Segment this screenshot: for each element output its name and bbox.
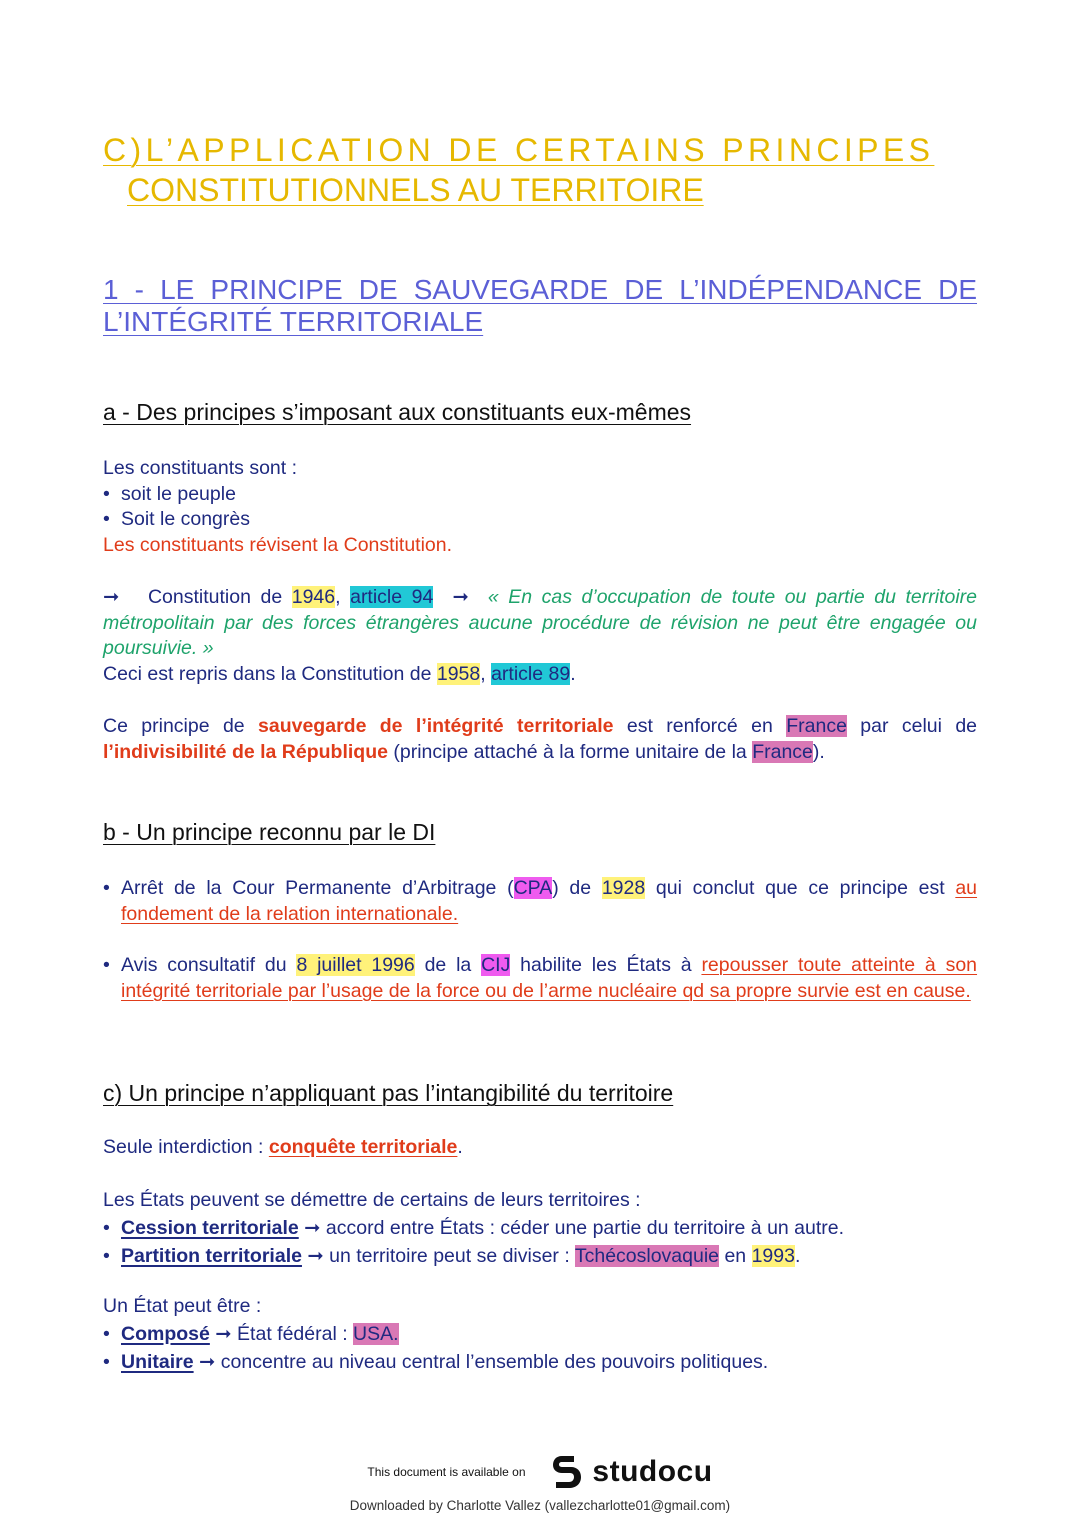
arrow-icon: ➞ bbox=[307, 1245, 324, 1267]
etat-types-block: Un État peut être : • Composé ➞ État fédéral : USA. • Unitaire ➞ concentre au niveau central l’ensemble des pouvoirs politiques. bbox=[103, 1292, 977, 1376]
year-highlight: 1928 bbox=[601, 877, 646, 899]
list-item: • Composé ➞ État fédéral : USA. bbox=[103, 1320, 977, 1348]
constitution-1946-paragraph: ➞ Constitution de 1946, article 94 ➞ « En cas d’occupation de toute ou partie du territoire métropolitain par des forces étrangères aucune procédure de révision ne peut être engagée ou poursuivie. » bbox=[103, 586, 978, 659]
list-item: • Unitaire ➞ concentre au niveau central l’ensemble des pouvoirs politiques. bbox=[103, 1348, 977, 1376]
arrow-icon: ➞ bbox=[199, 1351, 216, 1373]
constituants-intro: Les constituants sont : bbox=[103, 457, 298, 479]
arrow-icon: ➞ bbox=[215, 1323, 232, 1345]
chapter-title-line1: C)L’APPLICATION DE CERTAINS PRINCIPES bbox=[103, 132, 935, 168]
constitution-quote: « En cas d’occupation de toute ou partie du territoire métropolitain par des forces étrangères aucune procédure de révision ne peut être engagée ou poursuivie. » bbox=[103, 586, 978, 659]
territoires-block: Les États peuvent se démettre de certains de leurs territoires : • Cession territoriale ➞ accord entre États : céder une partie du territoire à un autre. • Partition territoriale ➞ un territoire peut se diviser : Tchécoslovaquie en 1993. bbox=[103, 1186, 977, 1270]
studocu-banner[interactable] bbox=[0, 1452, 1080, 1492]
list-item: • Partition territoriale ➞ un territoire peut se diviser : Tchécoslovaquie en 1993. bbox=[103, 1242, 977, 1270]
chapter-title bbox=[103, 130, 977, 210]
country-highlight: France bbox=[786, 715, 847, 737]
acronym-highlight: CPA bbox=[513, 877, 553, 899]
country-highlight: USA. bbox=[353, 1323, 399, 1345]
list-item: • Avis consultatif du 8 juillet 1996 de la CIJ habilite les États à repousser toute atteinte à son intégrité territoriale par l’usage de la force ou de l’arme nucléaire qd sa propre survie est en cause. bbox=[103, 953, 977, 1004]
article-highlight: article 89 bbox=[491, 663, 571, 685]
download-notice: Downloaded by Charlotte Vallez (vallezcharlotte01@gmail.com) bbox=[349, 1498, 731, 1513]
constitution-1958-line: Ceci est repris dans la Constitution de 1958, article 89. bbox=[103, 663, 576, 685]
seule-interdiction-line: Seule interdiction : conquête territoriale. bbox=[103, 1136, 463, 1158]
subheading-b: b - Un principe reconnu par le DI bbox=[103, 819, 436, 845]
year-highlight: 1946 bbox=[291, 586, 336, 608]
constituants-block bbox=[103, 456, 977, 558]
subheading-a: a - Des principes s’imposant aux constituants eux-mêmes bbox=[103, 399, 692, 425]
country-highlight: France bbox=[752, 740, 813, 763]
di-list bbox=[103, 876, 977, 1004]
subheading-c: c) Un principe n’appliquant pas l’intangibilité du territoire bbox=[103, 1080, 674, 1106]
studocu-logo-icon bbox=[548, 1452, 588, 1492]
list-item: • Arrêt de la Cour Permanente d’Arbitrage (CPA) de 1928 qui conclut que ce principe est au fondement de la relation internationale. bbox=[103, 876, 977, 927]
arrow-icon: ➞ bbox=[304, 1217, 321, 1239]
list-item: • soit le peuple bbox=[103, 482, 977, 508]
arrow-icon: ➞ bbox=[103, 586, 120, 608]
year-highlight: 1958 bbox=[436, 663, 481, 685]
article-highlight: article 94 bbox=[350, 586, 434, 608]
territoires-list bbox=[103, 1214, 977, 1270]
chapter-title-line2: CONSTITUTIONNELS AU TERRITOIRE bbox=[127, 172, 704, 208]
availability-text: This document is available on bbox=[367, 1465, 526, 1479]
country-highlight: Tchécoslovaquie bbox=[574, 1245, 720, 1267]
constituants-list bbox=[103, 482, 977, 533]
list-item: • Cession territoriale ➞ accord entre États : céder une partie du territoire à un autre. bbox=[103, 1214, 977, 1242]
etat-types-list bbox=[103, 1320, 977, 1376]
list-item: • Soit le congrès bbox=[103, 507, 977, 533]
date-highlight: 8 juillet 1996 bbox=[296, 954, 415, 976]
revise-statement: Les constituants révisent la Constitution. bbox=[103, 533, 453, 556]
acronym-highlight: CIJ bbox=[481, 954, 511, 976]
section-heading: 1 - LE PRINCIPE DE SAUVEGARDE DE L’INDÉPENDANCE DE L’INTÉGRITÉ TERRITORIALE bbox=[103, 274, 977, 337]
studocu-brand: studocu bbox=[592, 1455, 713, 1488]
arrow-icon: ➞ bbox=[452, 586, 469, 608]
integrity-paragraph: Ce principe de sauvegarde de l’intégrité territoriale est renforcé en France par celui de l’indivisibilité de la République (principe attaché à la forme unitaire de la France). bbox=[103, 715, 978, 763]
year-highlight: 1993 bbox=[751, 1245, 795, 1267]
